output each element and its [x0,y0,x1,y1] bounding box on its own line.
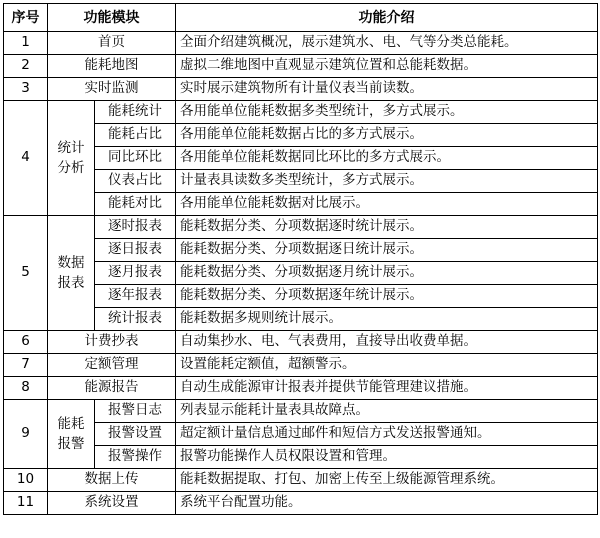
row-desc: 能耗数据分类、分项数据逐年统计展示。 [176,285,598,308]
row-desc: 各用能单位能耗数据同比环比的多方式展示。 [176,147,598,170]
header-index: 序号 [4,4,48,32]
table-row [4,377,598,400]
row-index: 8 [4,377,48,400]
group-label-line: 数据 [57,255,85,271]
row-module: 计费抄表 [48,331,176,354]
table-row [4,469,598,492]
sub-module: 报警设置 [95,423,176,446]
group-label-line: 报警 [57,436,85,452]
row-index: 7 [4,354,48,377]
row-desc: 计量表具读数多类型统计，多方式展示。 [176,170,598,193]
sub-module: 同比环比 [95,147,176,170]
group-label [48,400,95,469]
group-label-line: 报表 [57,275,85,291]
table-row [4,78,598,101]
row-desc: 各用能单位能耗数据占比的多方式展示。 [176,124,598,147]
row-index: 3 [4,78,48,101]
table-row [4,354,598,377]
function-table [3,3,598,515]
group-label-line: 能耗 [57,416,85,432]
sub-module: 能耗统计 [95,101,176,124]
header-module: 功能模块 [48,4,176,32]
sub-module: 逐时报表 [95,216,176,239]
row-desc: 能耗数据多规则统计展示。 [176,308,598,331]
row-index: 1 [4,32,48,55]
row-module: 定额管理 [48,354,176,377]
group-label-line: 分析 [57,160,85,176]
row-module: 实时监测 [48,78,176,101]
sub-module: 报警日志 [95,400,176,423]
row-module: 能耗地图 [48,55,176,78]
row-desc: 实时展示建筑物所有计量仪表当前读数。 [176,78,598,101]
header-desc: 功能介绍 [176,4,598,32]
table-row [4,400,598,423]
row-desc: 各用能单位能耗数据多类型统计，多方式展示。 [176,101,598,124]
row-desc: 列表显示能耗计量表具故障点。 [176,400,598,423]
table-row [4,492,598,515]
row-desc: 超定额计量信息通过邮件和短信方式发送报警通知。 [176,423,598,446]
table-row [4,32,598,55]
sub-module: 仪表占比 [95,170,176,193]
group-label-line: 统计 [57,140,85,156]
group-label [48,101,95,216]
row-desc: 自动生成能源审计报表并提供节能管理建议措施。 [176,377,598,400]
table-row [4,216,598,239]
sub-module: 能耗占比 [95,124,176,147]
sub-module: 逐年报表 [95,285,176,308]
row-index: 11 [4,492,48,515]
row-desc: 虚拟二维地图中直观显示建筑位置和总能耗数据。 [176,55,598,78]
table-row [4,101,598,124]
row-desc: 能耗数据分类、分项数据逐日统计展示。 [176,239,598,262]
row-desc: 各用能单位能耗数据对比展示。 [176,193,598,216]
sub-module: 逐月报表 [95,262,176,285]
row-desc: 能耗数据分类、分项数据逐时统计展示。 [176,216,598,239]
row-module: 能源报告 [48,377,176,400]
row-module: 首页 [48,32,176,55]
table-row [4,331,598,354]
row-desc: 能耗数据分类、分项数据逐月统计展示。 [176,262,598,285]
header-row [4,4,598,32]
row-desc: 系统平台配置功能。 [176,492,598,515]
row-index: 2 [4,55,48,78]
row-desc: 自动集抄水、电、气表费用，直接导出收费单据。 [176,331,598,354]
row-index: 6 [4,331,48,354]
row-desc: 报警功能操作人员权限设置和管理。 [176,446,598,469]
row-module: 数据上传 [48,469,176,492]
sub-module: 统计报表 [95,308,176,331]
sub-module: 报警操作 [95,446,176,469]
row-desc: 设置能耗定额值，超额警示。 [176,354,598,377]
row-index: 5 [4,216,48,331]
row-desc: 全面介绍建筑概况，展示建筑水、电、气等分类总能耗。 [176,32,598,55]
sub-module: 能耗对比 [95,193,176,216]
row-index: 10 [4,469,48,492]
table-row [4,55,598,78]
row-module: 系统设置 [48,492,176,515]
row-index: 9 [4,400,48,469]
sub-module: 逐日报表 [95,239,176,262]
group-label [48,216,95,331]
row-index: 4 [4,101,48,216]
row-desc: 能耗数据提取、打包、加密上传至上级能源管理系统。 [176,469,598,492]
